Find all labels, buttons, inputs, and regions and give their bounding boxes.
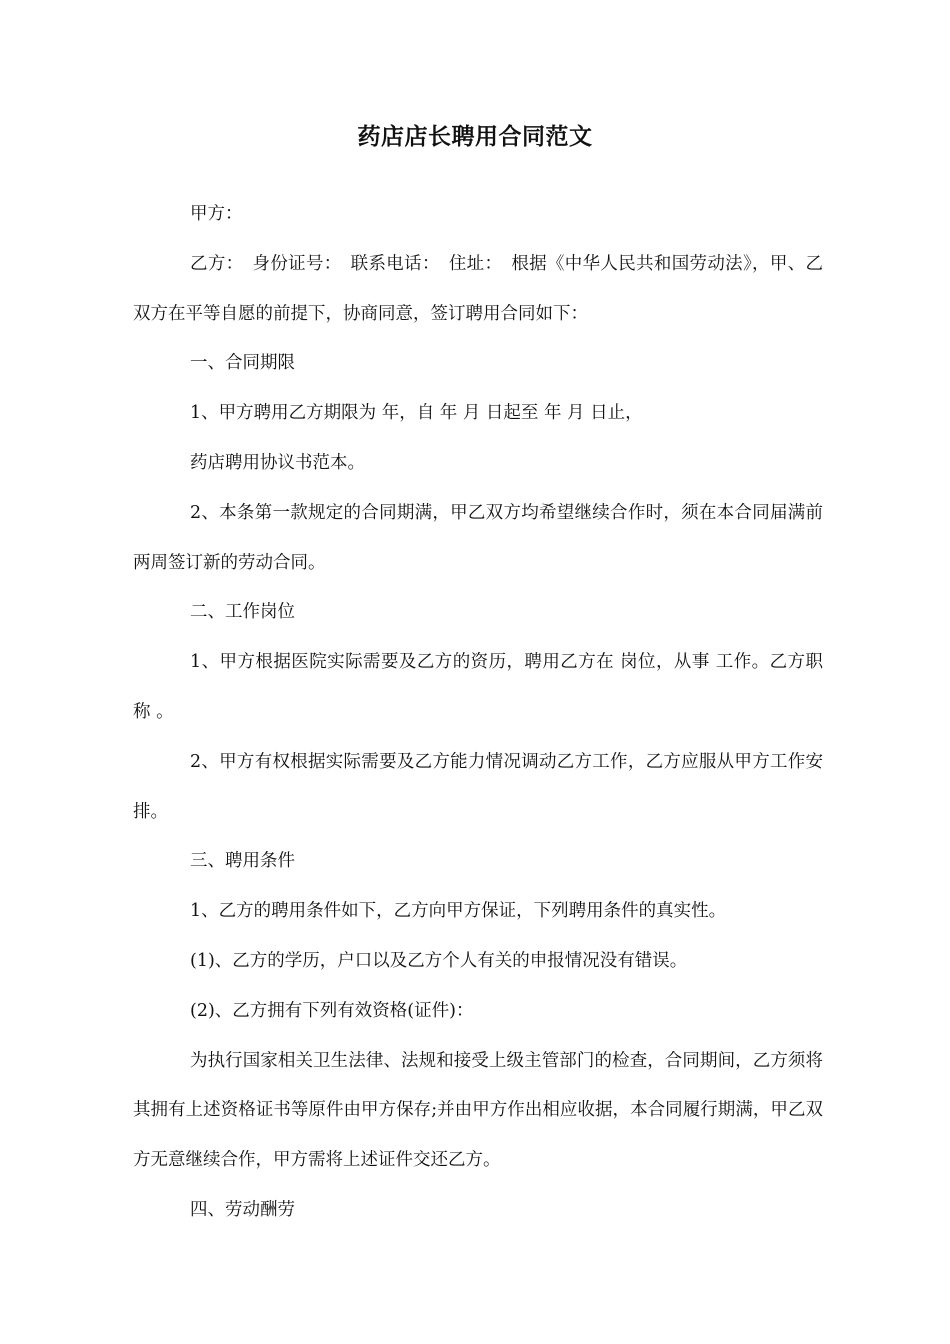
section-heading-position: 二、工作岗位 [190, 602, 295, 623]
clause-conditions-1-1: (1)、乙方的学历，户口以及乙方个人有关的申报情况没有错误。 [190, 950, 688, 971]
party-a-line: 甲方： [190, 204, 243, 224]
document-body [133, 190, 823, 1236]
clause-conditions-detail: 为执行国家相关卫生法律、法规和接受上级主管部门的检查，合同期间，乙方须将其拥有上述资格证书等原件由甲方保存;并由甲方作出相应收据，本合同履行期满，甲乙双方无意继续合作，甲方需将上述证件交还乙方。 [133, 1050, 823, 1171]
clause-term-1: 1、甲方聘用乙方期限为 年，自 年 月 日起至 年 月 日止， [190, 403, 643, 424]
section-heading-conditions: 三、聘用条件 [190, 851, 295, 872]
clause-position-1: 1、甲方根据医院实际需要及乙方的资历，聘用乙方在 岗位，从事 工作。乙方职称 。 [133, 652, 823, 722]
clause-term-2: 2、本条第一款规定的合同期满，甲乙双方均希望继续合作时，须在本合同届满前两周签订新的劳动合同。 [133, 502, 823, 573]
clause-position-2: 2、甲方有权根据实际需要及乙方能力情况调动乙方工作，乙方应服从甲方工作安排。 [133, 751, 823, 822]
party-b-preamble: 乙方： 身份证号： 联系电话： 住址： 根据《中华人民共和国劳动法》，甲、乙双方在平等自愿的前提下，协商同意，签订聘用合同如下： [133, 253, 823, 324]
clause-conditions-1-2: (2)、乙方拥有下列有效资格(证件)： [190, 1000, 474, 1021]
document-title: 药店店长聘用合同范文 [357, 124, 593, 150]
section-heading-pay: 四、劳动酬劳 [190, 1199, 295, 1220]
clause-conditions-1: 1、乙方的聘用条件如下，乙方向甲方保证，下列聘用条件的真实性。 [190, 901, 727, 922]
section-heading-term: 一、合同期限 [190, 353, 295, 374]
note-line: 药店聘用协议书范本。 [190, 452, 365, 473]
